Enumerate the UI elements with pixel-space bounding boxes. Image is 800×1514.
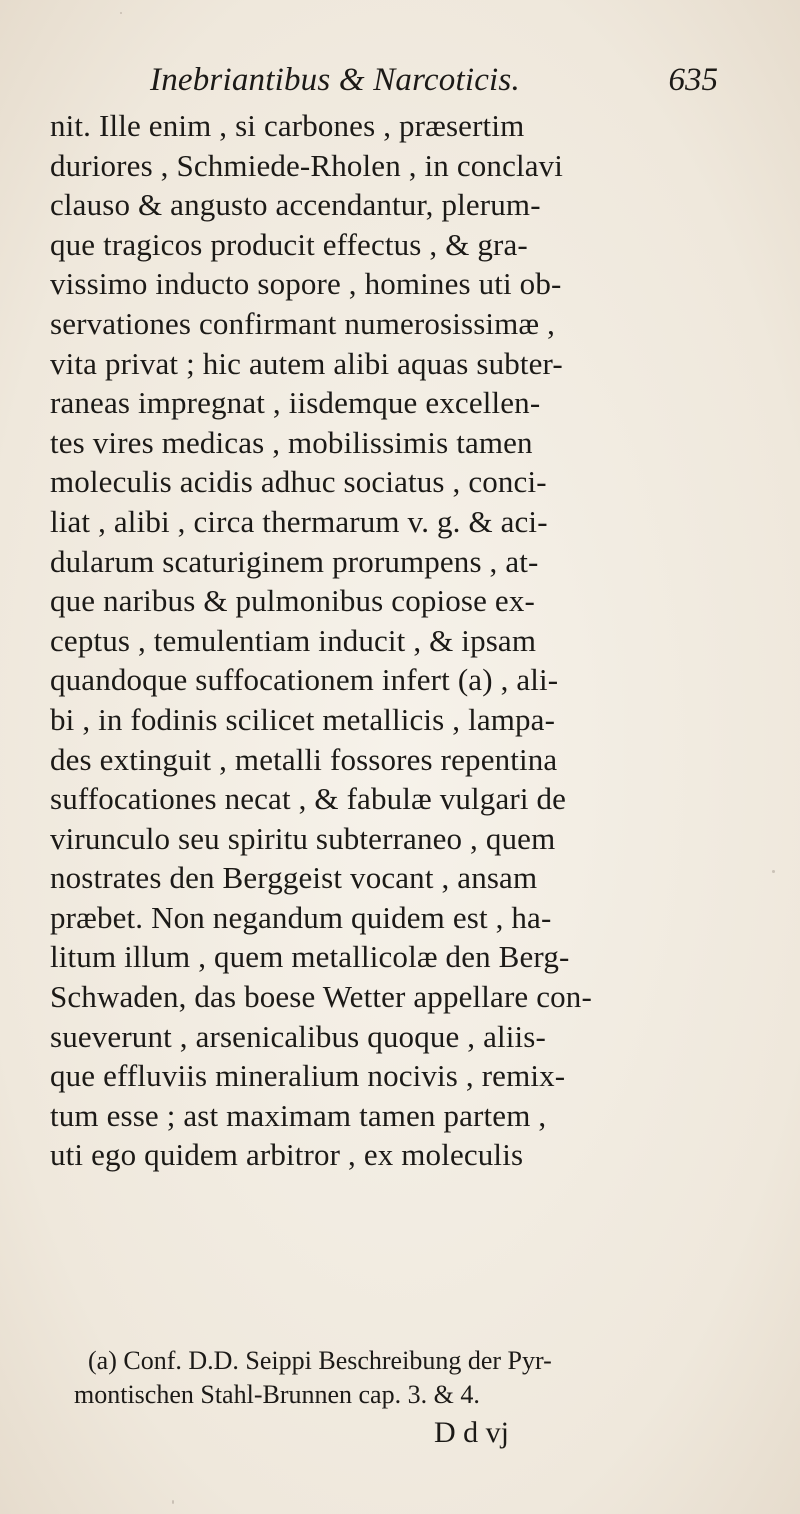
main-text	[50, 106, 770, 1175]
text-line: clauso & angusto accendantur, plerum-	[50, 187, 541, 223]
text-line: suffocationes necat , & fabulæ vulgari de	[50, 781, 567, 817]
text-line: que naribus & pulmonibus copiose ex-	[50, 583, 535, 619]
text-line: uti ego quidem arbitror , ex moleculis	[50, 1137, 524, 1173]
paper-speck	[772, 870, 775, 873]
text-line: virunculo seu spiritu subterraneo , quem	[50, 820, 556, 856]
text-line: vissimo inducto sopore , homines uti ob-	[50, 266, 562, 302]
text-line: que effluviis mineralium nocivis , remix-	[50, 1058, 566, 1094]
text-line: ceptus , temulentiam inducit , & ipsam	[50, 622, 537, 658]
text-line: vita privat ; hic autem alibi aquas subter-	[50, 345, 563, 381]
text-line: des extinguit , metalli fossores repentina	[50, 741, 558, 777]
footnote-line: montischen Stahl-Brunnen cap. 3. & 4.	[74, 1380, 480, 1409]
paper-speck	[120, 12, 122, 14]
text-line: que tragicos producit effectus , & gra-	[50, 226, 528, 262]
text-line: raneas impregnat , iisdemque excellen-	[50, 385, 541, 421]
text-line: præbet. Non negandum quidem est , ha-	[50, 899, 552, 935]
text-line: sueverunt , arsenicalibus quoque , aliis-	[50, 1018, 546, 1054]
text-line: duriores , Schmiede-Rholen , in conclavi	[50, 147, 564, 183]
text-line: bi , in fodinis scilicet metallicis , lampa-	[50, 701, 556, 737]
text-line: nit. Ille enim , si carbones , præsertim	[50, 108, 525, 143]
text-line: dularum scaturiginem prorumpens , at-	[50, 543, 539, 579]
page-number: 635	[668, 62, 718, 98]
page-header	[150, 62, 718, 108]
text-line: tes vires medicas , mobilissimis tamen	[50, 424, 533, 460]
text-line: moleculis acidis adhuc sociatus , conci-	[50, 464, 547, 500]
text-line: tum esse ; ast maximam tamen partem ,	[50, 1097, 547, 1133]
footnote-line: (a) Conf. D.D. Seippi Beschreibung der Pyr-	[88, 1346, 552, 1375]
running-head: Inebriantibus & Narcoticis.	[150, 62, 520, 98]
text-line: nostrates den Berggeist vocant , ansam	[50, 860, 538, 896]
signature-mark: D d vj	[434, 1416, 509, 1449]
footnote	[50, 1344, 770, 1412]
text-line: Schwaden, das boese Wetter appellare con-	[50, 979, 592, 1015]
text-line: litum illum , quem metallicolæ den Berg-	[50, 939, 570, 975]
text-line: servationes confirmant numerosissimæ ,	[50, 305, 556, 341]
text-line: quandoque suffocationem infert (a) , ali-	[50, 662, 559, 698]
paper-speck	[172, 1500, 174, 1504]
text-line: liat , alibi , circa thermarum v. g. & aci-	[50, 503, 548, 539]
